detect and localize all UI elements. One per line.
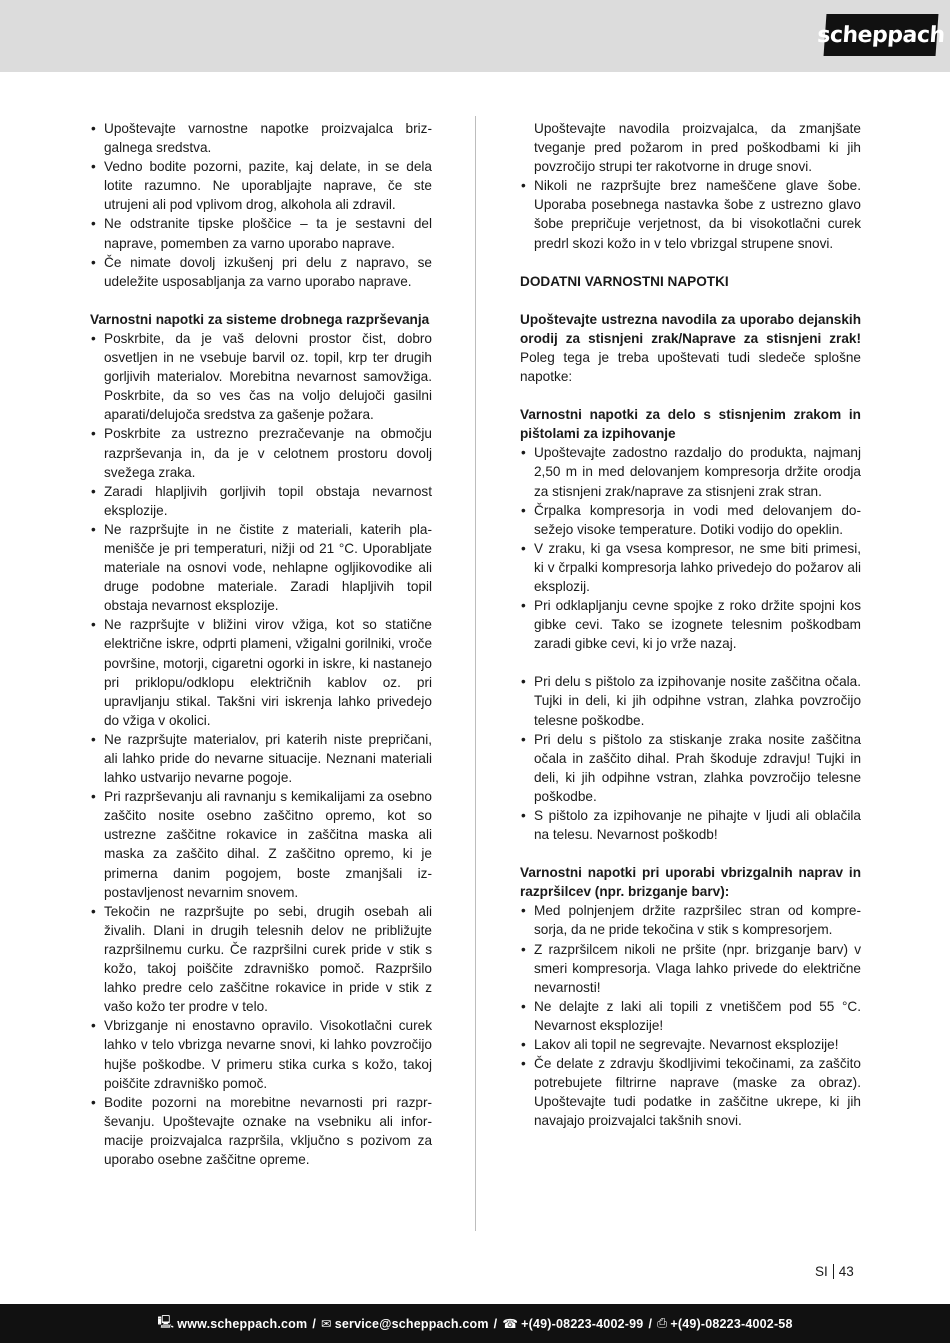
fax-icon: ⎙	[657, 1316, 668, 1330]
list-item: • Bodite pozorni na morebitne nevarnosti pri razprševanju. Upoštevajte oznake na vsebniku ali informacije proizvajalca razpršila, vključno s pozivom za uporabo osebne zaščitne opreme.	[90, 1093, 432, 1169]
list-item: • Zaradi hlapljivih gorljivih topil obstaja nevarnost eksplozije.	[90, 482, 432, 520]
footer-website[interactable]: www.scheppach.com	[177, 1316, 308, 1331]
footer-fax: +(49)-08223-4002-58	[670, 1316, 793, 1331]
footer-contact-bar	[0, 1304, 950, 1343]
phone-icon: ☎	[502, 1317, 519, 1331]
list-item: • Nikoli ne razpršujte brez nameščene glave šobe. Uporaba posebnega nastavka šobe z ustrezno glavo šobe prepričuje verjetnost, da bi visokotlačni curek predrl skozi kožo in v telo vbrizgal strupene snovi.	[520, 176, 861, 252]
footer-separator: /	[648, 1316, 653, 1331]
list-item: • Ne razpršujte v bližini virov vžiga, kot so statične električne iskre, odprti plameni, vžigalni gorilniki, vroče površine, motorji, cigaretni ogorki in iskre, ki nastanejo pri priklopu/odklopu električnih kablov oz. pri upravljanju stikal. Takšni viri iskrenja lahko privedejo do vžiga v okolici.	[90, 615, 432, 730]
list-item: • Črpalka kompresorja in vodi med delovanjem dosežejo visoke temperature. Dotiki vodijo do opeklin.	[520, 501, 861, 539]
list-item: • Upoštevajte varnostne napotke proizvajalca brizgalnega sredstva.	[90, 119, 432, 157]
page-number-value: 43	[838, 1264, 854, 1279]
list-item: • Pri odklapljanju cevne spojke z roko držite spojni kos gibke cevi. Tako se izognete telesnim poškodbam zaradi gibke cevi, ki jo vrže nazaj.	[520, 596, 861, 653]
spray-systems-list	[90, 329, 432, 1169]
continuation-list	[520, 176, 861, 252]
list-item: • Ne delajte z laki ali topili z vnetiščem pod 55 °C. Nevarnost eksplozije!	[520, 997, 861, 1035]
language-code: SI	[815, 1264, 828, 1279]
compressed-air-list	[520, 443, 861, 653]
footer-email[interactable]: service@scheppach.com	[334, 1316, 489, 1331]
blow-gun-list	[520, 672, 861, 844]
list-item: • Poskrbite za ustrezno prezračevanje na območju razprševanja in, da je v celotnem prostoru dovolj svežega zraka.	[90, 424, 432, 481]
list-item: • Poskrbite, da je vaš delovni prostor čist, dobro osvetljen in ne vsebuje barvil oz. topil, krp ter drugih gorljivih materialov. Morebitna nevarnost samovžiga. Poskrbite, da so ves čas na voljo delujoči gasilni aparati/delujoča sredstva za gašenje požara.	[90, 329, 432, 424]
additional-intro	[520, 310, 861, 386]
list-item: • Če nimate dovolj izkušenj pri delu z napravo, se udeležite usposabljanja za varno uporabo naprave.	[90, 253, 432, 291]
list-item: • Vbrizganje ni enostavno opravilo. Visokotlačni curek lahko v telo vbrizga nevarne snovi, ki lahko povzročijo hujše poškodbe. V primeru stika curka s kožo, takoj poiščite zdravniško pomoč.	[90, 1016, 432, 1092]
scheppach-logo	[816, 14, 946, 56]
list-item: • S pištolo za izpihovanje ne pihajte v ljudi ali oblačila na telesu. Nevarnost poškodb!	[520, 806, 861, 844]
header-band	[0, 0, 950, 72]
page-number	[815, 1264, 854, 1279]
right-column	[520, 119, 861, 1131]
computer-icon: 🖳	[157, 1315, 175, 1329]
list-item: • Pri delu s pištolo za izpihovanje nosite zaščitna očala. Tujki in deli, ki jih odpihne vstran, zlahka povzročijo telesne poškodbe.	[520, 672, 861, 729]
section-heading-additional: DODATNI VARNOSTNI NAPOTKI	[520, 273, 729, 289]
additional-intro-bold: Upoštevajte ustrezna navodila za uporabo dejanskih orodij za stisnjeni zrak/Naprave za stisnjeni zrak!	[520, 311, 861, 346]
list-item: • Upoštevajte zadostno razdaljo do produkta, najmanj 2,50 m in med delovanjem kompresorja držite orodja za stisnjeni zrak/naprave za stisnjeni zrak stran.	[520, 443, 861, 500]
list-item: • Ne razpršujte materialov, pri katerih niste prepričani, ali lahko pride do nevarne situacije. Neznani materiali lahko ustvarijo nevarne pogoje.	[90, 730, 432, 787]
spray-devices-list	[520, 901, 861, 1130]
footer-separator: /	[493, 1316, 498, 1331]
list-item: • Pri razprševanju ali ravnanju s kemikalijami za osebno zaščito nosite osebno zaščitno opremo, kot so ustrezne zaščitne rokavice in zaščitna maska ali maska za zaščito dihal. Z zaščitno opremo, ki je primerna danim pogojem, boste zmanjšali izpostavljenost nevarnim snovem.	[90, 787, 432, 902]
page-number-separator	[833, 1264, 834, 1279]
additional-intro-rest: Poleg tega je treba upoštevati tudi sledeče splošne napotke:	[520, 349, 861, 385]
intro-list	[90, 119, 432, 291]
list-item: • V zraku, ki ga vsesa kompresor, ne sme biti primesi, ki v črpalki kompresorja lahko privedejo do požarov ali eksplozij.	[520, 539, 861, 596]
footer-separator: /	[312, 1316, 317, 1331]
column-divider	[475, 116, 476, 1231]
section-heading-spray-systems: Varnostni napotki za sisteme drobnega razprševanja	[90, 311, 430, 327]
mail-icon: ✉	[321, 1317, 332, 1331]
footer-phone: +(49)-08223-4002-99	[521, 1316, 644, 1331]
list-item: • Med polnjenjem držite razpršilec stran od kompresorja, da ne pride tekočina v stik s kompresorjem.	[520, 901, 861, 939]
left-column	[90, 119, 432, 1169]
list-item: • Pri delu s pištolo za stiskanje zraka nosite zaščitna očala in zaščito dihal. Prah škoduje zdravju! Tujki in deli, ki jih odpihne vstran, zlahka povzročijo telesne poškodbe.	[520, 730, 861, 806]
brand-name: scheppach	[816, 22, 946, 48]
list-item: • Tekočin ne razpršujte po sebi, drugih osebah ali živalih. Dlani in drugih telesnih delov ne približujte razpršilnemu curku. Če razpršilni curek pride v stik s kožo, takoj poiščite zdravniško pomoč. Razpršilo lahko predre celo zaščitne rokavice in pride v stik z vašo kožo ter prodre v telo.	[90, 902, 432, 1017]
list-item: • Ne odstranite tipske ploščice – ta je sestavni del naprave, pomemben za varno uporabo naprave.	[90, 214, 432, 252]
list-item: • Lakov ali topil ne segrevajte. Nevarnost eksplozije!	[520, 1035, 861, 1054]
section-heading-compressed-air: Varnostni napotki za delo s stisnjenim zrakom in pištolami za izpihovanje	[520, 407, 861, 442]
list-item: • Ne razpršujte in ne čistite z materiali, katerih plamenišče je pri temperaturi, nižji od 21 °C. Uporabljate materiale na osnovi vode, nehlapne ogljikovodike ali druge podobne materiale. Zaradi hlapljivih topil obstaja nevarnost eksplozije.	[90, 520, 432, 615]
section-heading-spray-devices: Varnostni napotki pri uporabi vbrizgalnih naprav in razpršilcev (npr. brizganje barv):	[520, 865, 861, 900]
continuation-text: Upoštevajte navodila proizvajalca, da zmanjšate tveganje pred požarom in pred poškodbami ki jih povzročijo strupi ter rakotvorne in druge snovi.	[534, 121, 861, 175]
list-item: • Če delate z zdravju škodljivimi tekočinami, za zaščito potrebujete filtrirne naprave (maske za obraz). Upoštevajte tudi podatke in zaščitne ukrepe, ki jih navajajo proizvajalci takšnih snovi.	[520, 1054, 861, 1130]
list-item: • Z razpršilcem nikoli ne pršite (npr. brizganje barv) v smeri kompresorja. Vlaga lahko privede do električne nevarnosti!	[520, 940, 861, 997]
list-item: • Vedno bodite pozorni, pazite, kaj delate, in se dela lotite razumno. Ne uporabljajte naprave, če ste utrujeni ali pod vplivom drog, alkohola ali zdravil.	[90, 157, 432, 214]
